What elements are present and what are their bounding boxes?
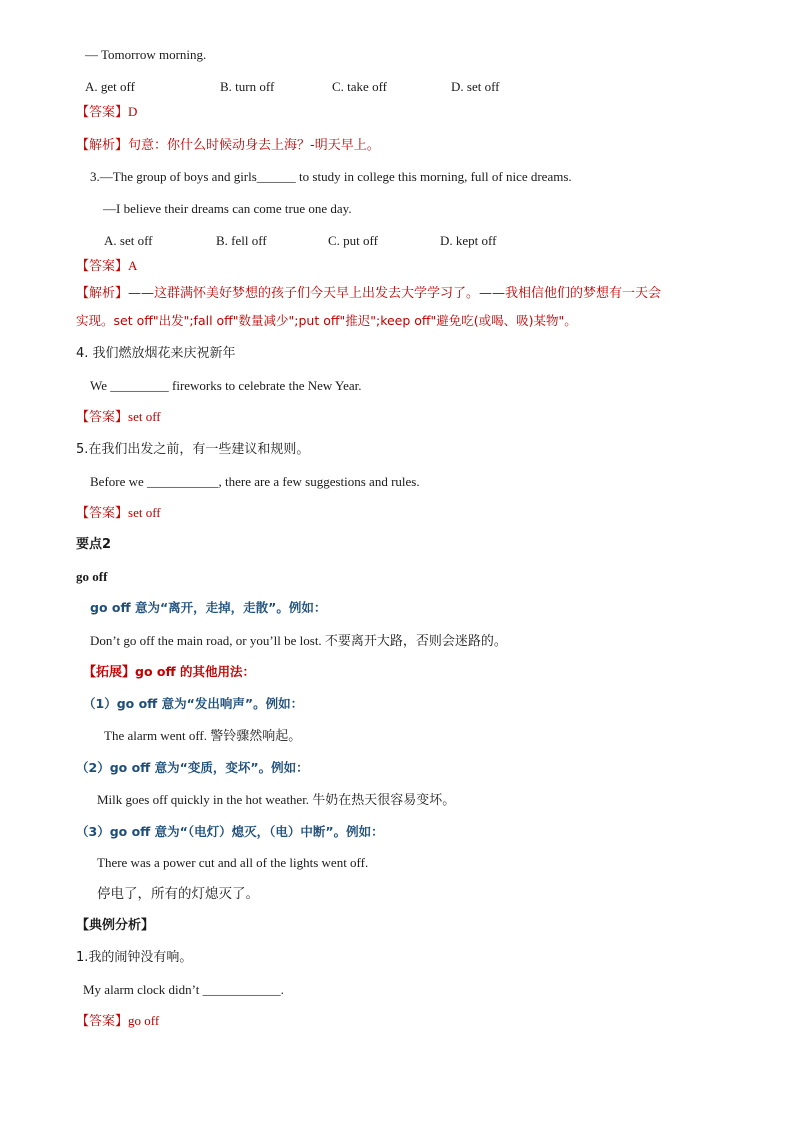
q5-sentence: Before we ___________, there are a few suggestions and rules.: [90, 474, 420, 489]
usage3-example: There was a power cut and all of the lights went off.: [97, 855, 369, 870]
usage2-example: Milk goes off quickly in the hot weather. 牛奶在热天很容易变坏。: [97, 792, 456, 807]
q2-option-b: B. turn off: [220, 79, 275, 94]
analysis-label: 【解析】: [76, 138, 129, 153]
point2-extension: [83, 663, 255, 682]
q2-option-c: C. take off: [332, 79, 387, 94]
q3-option-d: D. kept off: [440, 233, 497, 248]
extension-label: 【拓展】: [83, 665, 136, 680]
q4-stem: 4. 我们燃放烟花来庆祝新年: [76, 346, 236, 361]
q2-option-d: D. set off: [451, 79, 500, 94]
answer-label: 【答案】: [76, 410, 129, 425]
example-q1-answer: [76, 1012, 159, 1031]
answer-label: 【答案】: [76, 506, 129, 521]
q4-sentence: We _________ fireworks to celebrate the New Year.: [90, 378, 362, 393]
answer-label: 【答案】: [76, 1014, 129, 1029]
answer-label: 【答案】: [76, 105, 129, 120]
point2-example: Don’t go off the main road, or you’ll be lost. 不要离开大路，否则会迷路的。: [90, 633, 507, 648]
q5-stem: 5.在我们出发之前，有一些建议和规则。: [76, 442, 310, 457]
answer-value: go off: [128, 1013, 160, 1028]
q3-reply: —I believe their dreams can come true one day.: [103, 201, 352, 216]
usage3-translation: 停电了，所有的灯熄灭了。: [97, 886, 259, 902]
answer-value: A: [128, 258, 138, 273]
q3-option-a: A. set off: [104, 233, 153, 248]
q3-analysis-line1: [76, 284, 661, 303]
example-q1-sentence: My alarm clock didn’t ____________.: [83, 982, 284, 997]
point2-heading: 要点2: [76, 537, 112, 552]
analysis-text: 句意：你什么时候动身去上海？-明天早上。: [128, 138, 380, 153]
usage2-heading: （2）go off 意为“变质，变坏”。例如：: [76, 760, 309, 775]
q2-answer: [76, 103, 137, 122]
q3-answer: [76, 257, 137, 276]
q2-analysis: [76, 136, 380, 155]
answer-value: set off: [128, 409, 161, 424]
usage1-example: The alarm went off. 警铃骤然响起。: [104, 728, 302, 743]
answer-value: set off: [128, 505, 161, 520]
point2-meaning: go off 意为“离开，走掉，走散”。例如：: [90, 600, 327, 615]
q2-option-a: A. get off: [85, 79, 135, 94]
example-q1-stem: 1.我的闹钟没有响。: [76, 950, 193, 965]
example-heading: 【典例分析】: [76, 918, 155, 933]
answer-value: D: [128, 104, 138, 119]
analysis-text: ——这群满怀美好梦想的孩子们今天早上出发去大学学习了。——我相信他们的梦想有一天会: [128, 286, 662, 301]
q3-option-b: B. fell off: [216, 233, 267, 248]
extension-title: go off 的其他用法：: [135, 664, 255, 679]
analysis-label: 【解析】: [76, 286, 129, 301]
usage1-heading: （1）go off 意为“发出响声”。例如：: [83, 696, 304, 711]
q2-reply: — Tomorrow morning.: [85, 47, 207, 62]
point2-phrase: go off: [76, 569, 108, 584]
q3-analysis-line2: 实现。set off"出发";fall off"数量减少";put off"推迟";keep off"避免吃(或喝、吸)某物"。: [76, 313, 577, 328]
q3-option-c: C. put off: [328, 233, 378, 248]
q3-stem: 3.—The group of boys and girls______ to study in college this morning, full of nice dreams.: [90, 169, 572, 184]
usage3-heading: （3）go off 意为“（电灯）熄灭，（电）中断”。例如：: [76, 824, 384, 839]
q5-answer: [76, 504, 161, 523]
q4-answer: [76, 408, 161, 427]
answer-label: 【答案】: [76, 259, 129, 274]
